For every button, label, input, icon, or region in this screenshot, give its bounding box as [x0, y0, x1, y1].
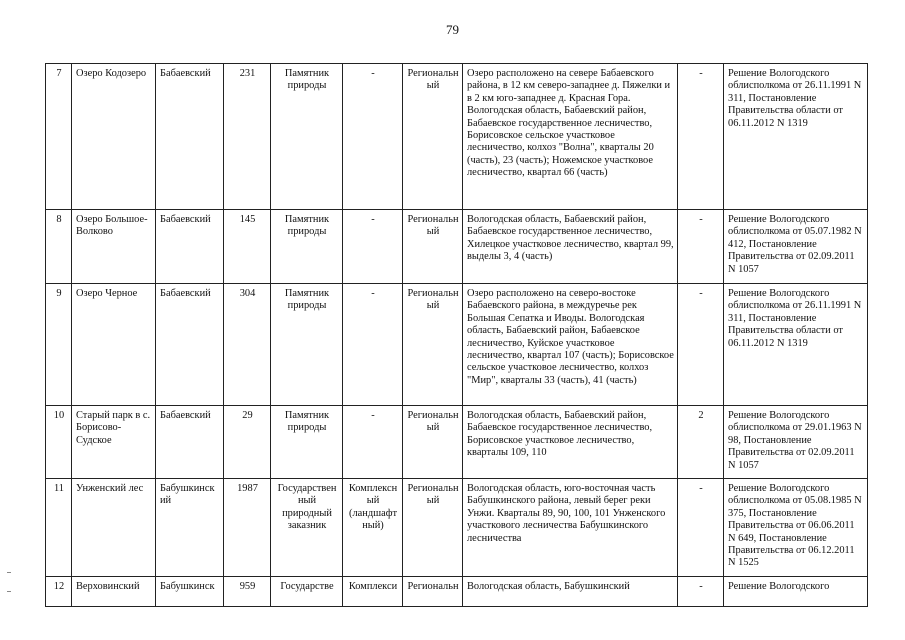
- significance: Региональн: [403, 577, 463, 607]
- row-number: 10: [46, 406, 72, 479]
- category: Государстве: [271, 577, 343, 607]
- table-row: [46, 284, 868, 406]
- profile: -: [343, 210, 403, 284]
- table-row: [46, 577, 868, 607]
- district: Бабаевский: [156, 64, 224, 210]
- table-row: [46, 479, 868, 577]
- object-name: Старый парк в с. Борисово-Судское: [72, 406, 156, 479]
- protection-zone: -: [678, 210, 724, 284]
- protection-zone: -: [678, 284, 724, 406]
- protection-zone: -: [678, 577, 724, 607]
- protection-zone: -: [678, 64, 724, 210]
- object-name: Озеро Кодозеро: [72, 64, 156, 210]
- profile: Комплексный (ландшафтный): [343, 479, 403, 577]
- protection-zone: 2: [678, 406, 724, 479]
- protection-zone: -: [678, 479, 724, 577]
- category: Памятник природы: [271, 284, 343, 406]
- location: Вологодская область, Бабаевский район, Бабаевское государственное лесничество, Борисовское участковое лесничество, кварталы 109, 110: [463, 406, 678, 479]
- legal-decision: Решение Вологодского облисполкома от 29.01.1963 N 98, Постановление Правительства от 02.09.2011 N 1057: [724, 406, 868, 479]
- district: Бабаевский: [156, 406, 224, 479]
- location: Вологодская область, Бабаевский район, Бабаевское государственное лесничество, Хилецкое участковое лесничество, квартал 99, выделы 3, 4 (часть): [463, 210, 678, 284]
- category: Памятник природы: [271, 406, 343, 479]
- location: Озеро расположено на севере Бабаевского района, в 12 км северо-западнее д. Пяжелки и в 2 км юго-западнее д. Красная Гора. Вологодская область, Бабаевский район, Бабаевское государственное лесничество, Борисовское сельское участковое лесничество, колхоз "Волна", кварталы 20 (часть), 23 (часть); Ножемское участковое лесничество, квартал 66 (часть): [463, 64, 678, 210]
- area: 304: [224, 284, 271, 406]
- profile: -: [343, 406, 403, 479]
- scan-edge-mark: [7, 591, 11, 592]
- profile: -: [343, 284, 403, 406]
- object-name: Озеро Черное: [72, 284, 156, 406]
- legal-decision: Решение Вологодского облисполкома от 05.08.1985 N 375, Постановление Правительства от 06.06.2011 N 649, Постановление Правительства от 06.12.2011 N 1525: [724, 479, 868, 577]
- protected-areas-table: [45, 63, 868, 607]
- profile: -: [343, 64, 403, 210]
- location: Вологодская область, юго-восточная часть Бабушкинского района, левый берег реки Унжи. Кварталы 89, 90, 100, 101 Унженского участкового лесничества Бабушкинского лесничества: [463, 479, 678, 577]
- table-row: [46, 64, 868, 210]
- area: 1987: [224, 479, 271, 577]
- table-row: [46, 210, 868, 284]
- district: Бабушкинский: [156, 479, 224, 577]
- significance: Региональный: [403, 210, 463, 284]
- page-number: 79: [446, 22, 459, 37]
- category: Памятник природы: [271, 64, 343, 210]
- area: 145: [224, 210, 271, 284]
- significance: Региональный: [403, 479, 463, 577]
- row-number: 7: [46, 64, 72, 210]
- legal-decision: Решение Вологодского облисполкома от 05.07.1982 N 412, Постановление Правительства от 02.09.2011 N 1057: [724, 210, 868, 284]
- significance: Региональный: [403, 406, 463, 479]
- profile: Комплекси: [343, 577, 403, 607]
- significance: Региональный: [403, 284, 463, 406]
- district: Бабаевский: [156, 210, 224, 284]
- location: Озеро расположено на северо-востоке Бабаевского района, в междуречье рек Большая Сепатка и Иводы. Вологодская область, Бабаевский район, Бабаевское лесничество, Куйское участковое лесничество, квартал 107 (часть); Борисовское сельское участковое лесничество, колхоз "Мир", кварталы 33 (часть), 41 (часть): [463, 284, 678, 406]
- object-name: Унженский лес: [72, 479, 156, 577]
- significance: Региональный: [403, 64, 463, 210]
- table-row: [46, 406, 868, 479]
- district: Бабушкинск: [156, 577, 224, 607]
- legal-decision: Решение Вологодского облисполкома от 26.11.1991 N 311, Постановление Правительства области от 06.11.2012 N 1319: [724, 284, 868, 406]
- legal-decision: Решение Вологодского: [724, 577, 868, 607]
- scan-edge-mark: [7, 572, 11, 573]
- area: 959: [224, 577, 271, 607]
- category: Государственный природный заказник: [271, 479, 343, 577]
- district: Бабаевский: [156, 284, 224, 406]
- legal-decision: Решение Вологодского облисполкома от 26.11.1991 N 311, Постановление Правительства области от 06.11.2012 N 1319: [724, 64, 868, 210]
- area: 29: [224, 406, 271, 479]
- location: Вологодская область, Бабушкинский: [463, 577, 678, 607]
- object-name: Озеро Большое-Волково: [72, 210, 156, 284]
- row-number: 9: [46, 284, 72, 406]
- category: Памятник природы: [271, 210, 343, 284]
- object-name: Верховинский: [72, 577, 156, 607]
- row-number: 8: [46, 210, 72, 284]
- area: 231: [224, 64, 271, 210]
- row-number: 11: [46, 479, 72, 577]
- row-number: 12: [46, 577, 72, 607]
